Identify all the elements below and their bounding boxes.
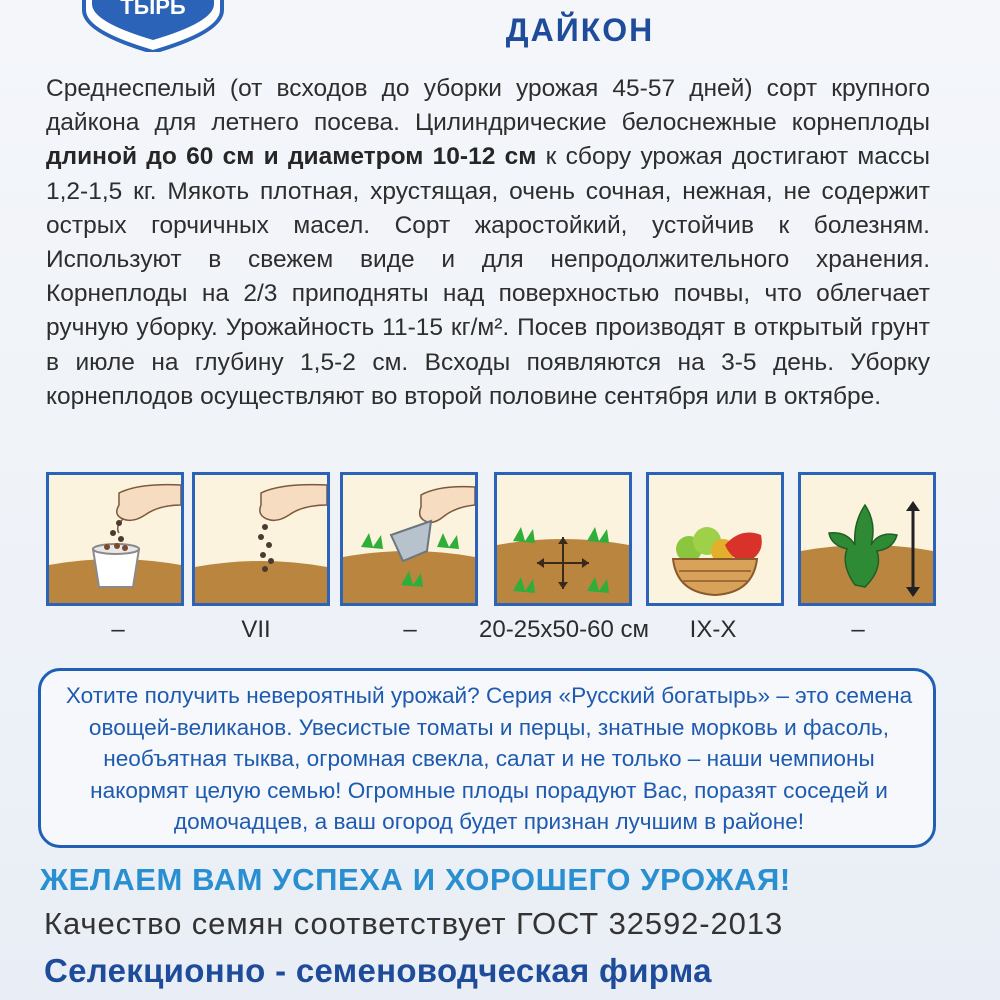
description-text-2: к сбору урожая достигают массы 1,2-1,5 кг. Мякоть плотная, хрустящая, очень сочная, нежная, не содержит острых горчичных масел. Сорт жаростойкий, устойчив к болезням. Используют в свежем виде и для непродолжительного хранения. Корнеплоды на 2/3 приподняты над поверхностью почвы, что облегчает ручную уборку. Урожайность 11-15 кг/м². Посев производят в открытый грунт в июле на глубину 1,5-2 см. Всходы появляются на 3-5 день. Уборку корнеплодов осуществляют во второй половине сентября или в октябре. [46,143,930,410]
seedling-pot-icon [46,472,184,606]
brand-logo-badge [78,0,228,52]
product-description [46,72,930,414]
icon-label-6: – [851,616,865,643]
firm-name: Селекционно - семеноводческая фирма [44,952,712,989]
description-text-1: Среднеспелый (от всходов до уборки урожая 45-57 дней) сорт крупного дайкона для летнего посева. Цилиндрические белоснежные корнеплоды [46,75,930,137]
harvest-basket-icon [646,472,784,606]
sowing-ground-icon [192,472,330,606]
icon-label-5: IX-X [689,616,737,643]
icon-label-3: – [403,616,417,643]
growing-labels-row [46,616,942,652]
logo-text: ТЫРЬ [120,0,186,19]
plant-height-icon [798,472,936,606]
wish-heading: ЖЕЛАЕМ ВАМ УСПЕХА И ХОРОШЕГО УРОЖАЯ! [40,862,791,897]
description-highlight: длиной до 60 см и диаметром 10-12 см [46,143,537,171]
icon-label-4: 20-25x50-60 см [479,616,649,643]
promo-text: Хотите получить невероятный урожай? Серия «Русский богатырь» – это семена овощей-великанов. Увесистые томаты и перцы, знатные морковь и фасоль, необъятная тыква, огромная свекла, салат и не только – наши чемпионы накормят целую семью! Огромные плоды порадуют Вас, поразят соседей и домочадцев, а ваш огород будет признан лучшим в районе! [65,683,913,835]
icon-label-2: VII [241,616,271,643]
product-title: ДАЙКОН [505,12,655,48]
promo-box [38,668,936,848]
growing-icons-row [46,472,942,608]
icon-label-1: – [111,616,125,643]
planting-scheme-icon [494,472,632,606]
gost-quality-text: Качество семян соответствует ГОСТ 32592-2013 [44,906,784,941]
transplant-trowel-icon [340,472,478,606]
